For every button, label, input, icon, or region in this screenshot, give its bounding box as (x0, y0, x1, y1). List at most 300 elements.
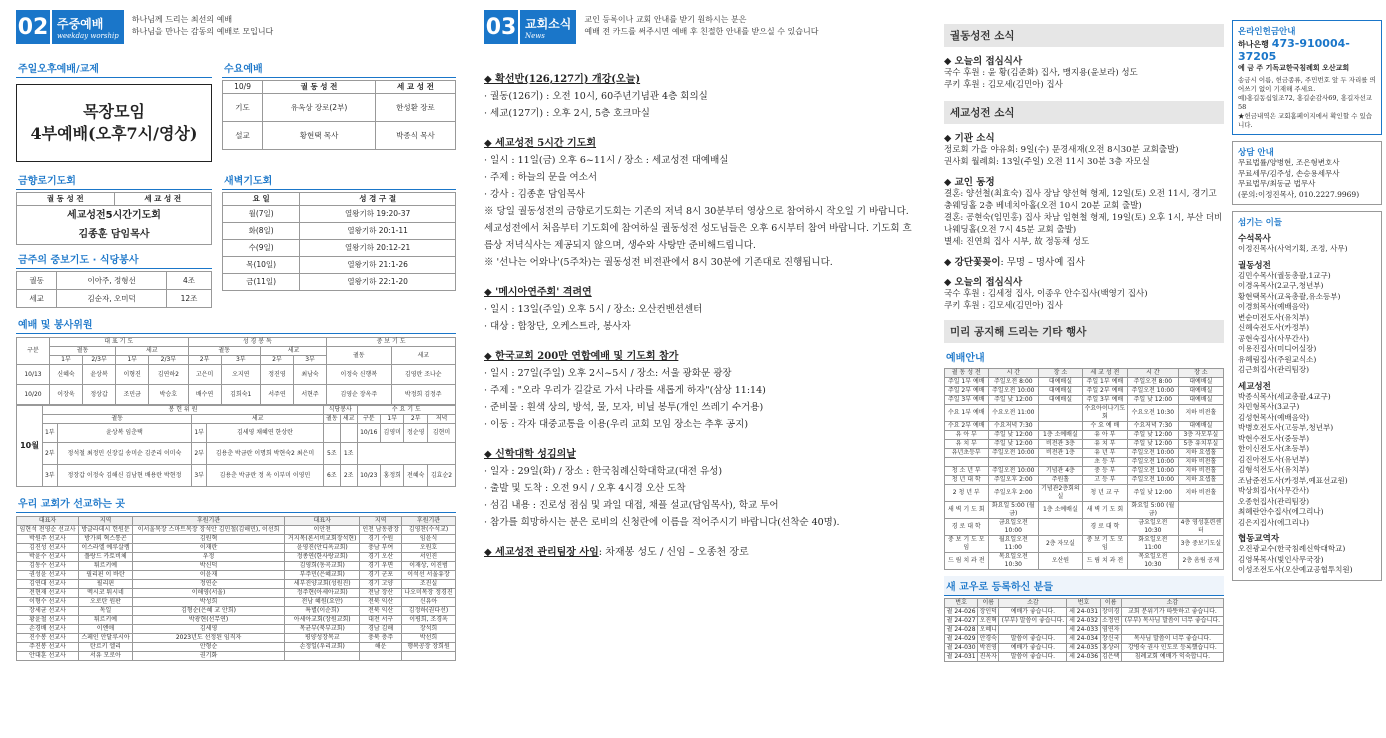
news-line: · 준비물 : 흰색 상의, 방석, 물, 모자, 비닐 봉투(개인 쓰레기 수거용) (484, 402, 764, 413)
worship-sub: 세교 (116, 347, 188, 356)
news-lines (484, 301, 916, 335)
worship-cell: 10/13 (17, 365, 50, 385)
dawn-table (222, 192, 456, 291)
staff-section-title: 세교성전 (1238, 381, 1271, 392)
guide-cell: 중 보 기 도 모 임 (945, 536, 989, 553)
dawn-verse: 열왕기하 19:20-37 (300, 206, 456, 223)
offering-sub: 궐동 (43, 415, 192, 424)
guide-cell: 유 아 부 (945, 431, 989, 440)
guide-cell: 유 년 부 (1082, 449, 1127, 458)
offering-cell: 1부 (43, 424, 58, 443)
guide-cell: 수요아이나기도회 (1082, 405, 1127, 422)
guide-cell: 주일오전 10:00 (1128, 458, 1179, 467)
registration-cell: (부부) 목사님 말씀이 너무 좋습니다. (1121, 617, 1223, 626)
guide-row (945, 422, 1224, 431)
registration-cell: 세 24-036 (1067, 653, 1100, 662)
partner-header: 후원기관 (402, 517, 456, 526)
guide-cell (1178, 502, 1223, 519)
guide-row (945, 502, 1224, 519)
partner-cell: 오원호 (402, 544, 456, 553)
partner-cell: 조진실 (402, 580, 456, 589)
dawn-verse: 열왕기하 20:1-11 (300, 223, 456, 240)
registration-cell: 세 24-033 (1067, 626, 1100, 635)
guide-cell: 주일 3부 예배 (1082, 396, 1127, 405)
worship-h: 성 경 봉 독 (188, 338, 327, 347)
partner-cell: 김정하(권다선) (402, 607, 456, 616)
partner-cell: 정종연(한사랑교회) (285, 553, 360, 562)
fri-line-1: 세교성전5시간기도회 (17, 206, 212, 226)
guide-cell: 대예배실 (1039, 387, 1083, 396)
guide-cell: 유 아 부 (1082, 431, 1127, 440)
guide-cell: 1층 소예배실 (1039, 502, 1083, 519)
worship-cell: 이정숙 신행복 (327, 365, 391, 385)
guide-cell: 화요일오전 11:00 (1128, 536, 1179, 553)
wed-title: 수요예배 (222, 58, 456, 78)
partner-cell: 해운 (360, 643, 402, 652)
partner-cell: 김진성 선교사 (17, 544, 79, 553)
partner-cell: 평양성장목교 (285, 634, 360, 643)
wed-cell: 유옥상 장로(2부) (263, 94, 376, 122)
guide-cell (1039, 422, 1083, 431)
offering-cell: 김용춘 박금란 정 옥 이부미 이영민 (206, 465, 323, 487)
partner-cell: 서인진 (402, 553, 456, 562)
partner-cell: 이스라엘 예루살렘 (79, 544, 133, 553)
header-desc-2: 하나님을 만나는 감동의 예배로 모입니다 (131, 27, 274, 36)
partner-cell (285, 652, 360, 661)
partner-cell: 박원주 선교사 (17, 535, 79, 544)
page-03-header (484, 0, 916, 54)
partner-row (17, 625, 456, 634)
registration-cell: 김은택 (1102, 653, 1120, 660)
partner-row (17, 562, 456, 571)
guide-cell (988, 458, 1039, 467)
partner-cell: 세부진양교회(성원진) (285, 580, 360, 589)
registration-cell: 궐 24-029 (945, 635, 978, 644)
worship-sub: 1부 (116, 356, 149, 365)
offering-cell: 정석철 최정민 신장길 송미순 김준리 이미숙 (57, 443, 192, 465)
church-news-column (944, 0, 1224, 738)
worship-cell: 배수연 (188, 385, 221, 405)
partner-cell: 거지목(론서비교회장석현) (285, 535, 360, 544)
guide-cell: 주일오전 10:00 (1128, 449, 1179, 458)
guide-cell: 수요오전 11:00 (988, 405, 1039, 422)
staff-section-title: 협동교역자 (1238, 534, 1280, 544)
guide-cell (1039, 405, 1083, 422)
partner-header: 대표자 (17, 517, 79, 526)
wed-cell: 박종식 목사 (375, 122, 455, 150)
registration-header: 소감 (1121, 599, 1223, 608)
guide-cell: 중 보 기 도 모 임 (1082, 536, 1127, 553)
guide-cell: 2층 자모실 (1039, 536, 1083, 553)
section-subtitle: News (525, 31, 545, 40)
worship-cell: 고은미 (188, 365, 221, 385)
guide-cell: 주일 낮 12:00 (988, 396, 1039, 405)
partner-header: 지역 (79, 517, 133, 526)
guide-cell: 주일오전 10:00 (988, 449, 1039, 458)
partner-cell: 김동수 선교사 (17, 562, 79, 571)
partner-cell: 임현석 전영순 선교사 (17, 526, 79, 535)
news-line: · 이동 : 각자 대중교통을 이용(우리 교회 모임 장소는 추후 공지) (484, 419, 749, 430)
staff-section-list: 이정진목사(사역기획, 조정, 사무) (1238, 244, 1348, 253)
registration-cell: 궐 24-030 (945, 644, 978, 653)
offering-cell: 10/23 (357, 465, 380, 487)
news-line: · 참가를 희망하시는 분은 로비의 신청란에 이름을 적어주시기 바랍니다(선착순 40명). (484, 517, 840, 528)
partner-cell: 경기 수원 (360, 535, 402, 544)
offering-sub: 구분 (357, 415, 380, 424)
registration-cell: 안경숙 (979, 635, 997, 642)
guide-cell: 드 림 치 과 전 (1082, 553, 1127, 570)
registration-cell: 장미경 (1102, 608, 1120, 615)
news-line: · 섬김 내용 : 진로성 점심 및 과일 대접, 채플 설교(담임목사), 학교 투어 (484, 500, 779, 511)
worship-title: 예배 및 봉사위원 (16, 314, 456, 334)
partner-cell: 김세영 (132, 625, 284, 634)
partner-cell: 경기 오산 (360, 553, 402, 562)
registration-cell: 궐 24-026 (945, 608, 978, 617)
guide-cell: 주일오후 2:00 (988, 476, 1039, 485)
sunday-box (16, 84, 212, 162)
registration-cell (999, 626, 1067, 635)
news-heading-text: ◆ 신학대학 성김의날 (484, 449, 576, 460)
news-line: · 강사 : 김종훈 담임목사 (484, 189, 585, 200)
partner-cell: 임윤식 (402, 535, 456, 544)
partner-cell: 인천 남동광장 (360, 526, 402, 535)
offering-cell: 김세영 채혜연 한상란 (206, 424, 323, 443)
item-text: 정로회 가을 야유회: 9일(수) 문경새재(오전 8시30분 교회출발) 권사회 월례회: 13일(주일) 오전 11시 30분 3층 자모실 (944, 145, 1179, 167)
staff-section-title: 궐동성전 (1238, 260, 1271, 271)
news-line: · 출발 및 도착 : 오전 9시 / 오후 4시경 오산 도착 (484, 483, 686, 494)
fri-title: 금향로기도회 (16, 170, 212, 190)
partner-cell: 안대훈 선교사 (17, 652, 79, 661)
partner-row (17, 616, 456, 625)
fri-h2: 세 교 성 전 (114, 193, 212, 206)
guide-row (945, 553, 1224, 570)
guide-cell: 지하 비전홀 (1178, 405, 1223, 422)
news-lines (484, 152, 916, 271)
partner-cell: 탄르키 엘리 (79, 643, 133, 652)
news-list (484, 54, 916, 561)
offering-sub: 세교 (340, 415, 357, 424)
worship-cell: 이형진 (116, 365, 149, 385)
partner-cell: 부주민(은혜교회) (285, 571, 360, 580)
offering-cell: 1조 (340, 443, 357, 465)
worship-sub: 2부 (188, 356, 221, 365)
news-heading (484, 72, 916, 88)
partner-cell: 김영찬(수석교) (402, 526, 456, 535)
header-desc-1: 교인 등록이나 교회 안내를 받기 원하시는 분은 (584, 15, 747, 24)
fri-h1: 궐 동 성 전 (17, 193, 115, 206)
news-line: ※ 당일 궐동성전의 금향로기도회는 기존의 저녁 8시 30분부터 영상으로 참여하시 작오일 기 바랍니다. 세교성전에서 처음부터 기도회에 참여하실 궐동성전 성도님들은 오후 6시부터 참여 바랍니다. 기도회 흐름상 저녁식사는 제공되지 않으며, 생수와 사탕만 준비해드립니다. (484, 206, 912, 251)
worship-sub: 3부 (221, 356, 260, 365)
registration-header: 번호 (1067, 599, 1100, 608)
dawn-day: 목(10일) (223, 257, 300, 274)
partner-cell: 멕시코 튀시네 (79, 589, 133, 598)
worship-cell: 김희숙1 (221, 385, 260, 405)
counsel-title: 상담 안내 (1238, 148, 1274, 158)
serve-cell: 궐동 (17, 272, 57, 290)
offering-cell: 김현미 (428, 424, 456, 443)
registration-row (945, 608, 1224, 617)
online-offering-desc: 송금시 이름, 헌금종류, 주민번호 앞 두 자리를 띄어쓰기 없이 기재해 주세요. 예)홍길동십일조72, 홍길순감사69, 홍길자선교58 ★헌금내역은 교회홈페이지에서 확인할 수 있습니다. (1238, 76, 1376, 129)
bank-name: 하나은행 (1238, 40, 1269, 49)
partner-cell: 충북 충주 (360, 634, 402, 643)
guide-row (945, 519, 1224, 536)
worship-cell: 서현주 (294, 385, 327, 405)
partner-cell: 충남 부여 (360, 544, 402, 553)
guide-cell: 주일오전 10:00 (1128, 467, 1179, 476)
wed-h2: 세 교 성 전 (375, 81, 455, 94)
guide-cell: 유년초등부 (945, 449, 989, 458)
worship-h: 구분 (17, 338, 50, 365)
guide-row (945, 387, 1224, 396)
guide-cell: 주일 낮 12:00 (988, 431, 1039, 440)
offering-cell: 정순영 (404, 424, 428, 443)
guide-cell: 주일오전 10:00 (988, 387, 1039, 396)
news-lines (484, 88, 916, 122)
partner-cell: 박선희 (402, 634, 456, 643)
s1-title: 궐동성전 소식 (944, 24, 1224, 47)
account-number: 473-910004-37205 (1238, 37, 1350, 63)
registration-row (945, 644, 1224, 653)
guide-cell: 주일오전 8:00 (1128, 378, 1179, 387)
fri-table (16, 192, 212, 245)
registration-cell: 홍상러 (1102, 644, 1120, 651)
worship-h: 대 표 기 도 (49, 338, 188, 347)
partner-cell: 진수봉 선교사 (17, 634, 79, 643)
partner-row (17, 544, 456, 553)
partner-cell: 경기 군포 (360, 571, 402, 580)
guide-cell: 주일 2부 예배 (945, 387, 989, 396)
offering-cell: 2부 (43, 443, 58, 465)
partner-cell: 박윤수 선교사 (17, 553, 79, 562)
guide-header: 세 교 성 전 (1082, 369, 1127, 378)
partner-cell: 주진봉 선교사 (17, 643, 79, 652)
worship-cell: 이장욱 (49, 385, 82, 405)
partner-header: 대표자 (285, 517, 360, 526)
offering-cell: 2조 (340, 465, 357, 487)
registration-cell: 말씀이 좋습니다. (999, 653, 1067, 662)
reg-table (944, 598, 1224, 662)
counsel-desc: 무료법률/양병현, 조은형변호사 무료세무/김주성, 손승용세무사 무료법무/최동균 법무사 (문의:이정진목사, 010.2227.9969) (1238, 158, 1360, 199)
worship-cell: 김영란 조나순 (391, 365, 456, 385)
guide-cell (1039, 458, 1083, 467)
partners-title: 우리 교회가 선교하는 곳 (16, 493, 456, 513)
serve-cell: 세교 (17, 290, 57, 308)
guide-cell: 청 년 대 학 (945, 476, 989, 485)
staff-section-list: 박종식목사(세교총괄,4교구) 차민형목사(3교구) 김성현목사(예배음악) 박병호전도사(고등부,청년부) 박현수전도사(중등부) 한이신전도사(초등부) 김진아전도사(유년부) 김형석전도사(유치부) 조남준전도사(카정부,예표선교원) 박상희집사(사무간사) 오종헌집사(관리팀장) 최혜란안수집사(에그리나) 김은지집사(에그리나) (1238, 391, 1348, 527)
section-subtitle: weekday worship (57, 31, 119, 40)
guide-cell: 초 등 부 (1082, 458, 1127, 467)
guide-cell: 수요저녁 7:30 (988, 422, 1039, 431)
guide-cell: 수요오전 10:30 (1128, 405, 1179, 422)
offering-cell: 5조 (323, 443, 340, 465)
registration-cell: 궐 24-031 (945, 653, 978, 662)
offering-cell: 김효순2 (428, 465, 456, 487)
guide-cell: 지하 비전홀 (1178, 467, 1223, 476)
guide-cell: 새 벽 기 도 회 (1082, 502, 1127, 519)
partner-cell: 이석선 서울유장 (402, 571, 456, 580)
sunday-line-1: 목장모임 (83, 102, 145, 121)
partner-row (17, 580, 456, 589)
partner-cell (402, 652, 456, 661)
offering-month: 10월 (17, 406, 43, 487)
item-heading-text: ◆ 교인 동정 (944, 177, 995, 188)
guide-row (945, 396, 1224, 405)
partner-row (17, 571, 456, 580)
news-line: ※ '선나는 어와나'(5주차)는 궐동성전 비전관에서 8시 30분에 기존대로 진행됩니다. (484, 257, 833, 268)
offering-cell: 전혜숙 (404, 465, 428, 487)
item-heading-text: ◆ 기관 소식 (944, 133, 995, 144)
guide-cell: 대예배실 (1039, 396, 1083, 405)
partner-cell: 정주현(아세아교회) (285, 589, 360, 598)
partner-row (17, 643, 456, 652)
guide-row (945, 440, 1224, 449)
guide-cell: 비전관 1층 (1039, 449, 1083, 458)
news-heading-text: ◆ 한국교회 200만 연합예배 및 기도회 참가 (484, 351, 679, 362)
wed-cell: 황현택 목사 (263, 122, 376, 150)
news-line: · 주제 : 하늘의 문을 여소서 (484, 172, 598, 183)
partner-cell: 대전 서구 (360, 616, 402, 625)
registration-cell: 예배가 좋습니다. (999, 644, 1067, 653)
news-heading-text: ◆ '메시아연주회' 격려연 (484, 287, 592, 298)
page-02-header (16, 0, 456, 54)
news-heading-text: ◆ 세교성전 5시간 기도회 (484, 138, 597, 149)
news-line: · 일시 : 13일(주일) 오후 5시 / 장소: 오산컨벤션센터 (484, 304, 703, 315)
partner-cell: 이재란 (132, 544, 284, 553)
partner-cell: 서유 모로아 (79, 652, 133, 661)
partner-cell: 경기 고양 (360, 580, 402, 589)
guide-header: 장 소 (1039, 369, 1083, 378)
serve-cell: 12조 (167, 290, 212, 308)
guide-cell: 오산원 (1039, 553, 1083, 570)
s2-items (944, 130, 1224, 312)
partner-cell: 튀르키예 (79, 616, 133, 625)
registration-cell: 박진영 (979, 644, 997, 651)
partner-cell: 전남 혜원(요안) (285, 598, 360, 607)
guide-cell: 화요일 5:00 (월금) (1128, 502, 1179, 519)
partner-header: 지역 (360, 517, 402, 526)
worship-sub: 궐동 (49, 347, 115, 356)
worship-sub: 세교 (391, 347, 456, 365)
partner-cell: 이안천 (285, 526, 360, 535)
partner-cell: 필리핀 (79, 580, 133, 589)
worship-cell: 조민금 (116, 385, 149, 405)
partner-cell: 장석희 (402, 625, 456, 634)
news-heading (484, 545, 916, 561)
partner-row (17, 535, 456, 544)
worship-cell: 윤상복 (83, 365, 116, 385)
guide-cell: 5층 유치부실 (1178, 440, 1223, 449)
header-desc-2: 예배 전 카드를 써주시면 예배 후 친절한 안내를 받으실 수 있습니다 (584, 27, 819, 36)
guide-cell: 기념관 4층 (1039, 467, 1083, 476)
worship-sub: 3부 (294, 356, 327, 365)
page-02 (16, 0, 456, 738)
registration-cell: 염연자 (1102, 626, 1120, 633)
news-inline-text: : 차재봉 성도 / 신임 – 오종천 장로 (598, 547, 749, 558)
guide-row (945, 378, 1224, 387)
partner-cell: 2023년도 선정된 임직자 (132, 634, 284, 643)
registration-cell: 세 24-032 (1067, 617, 1100, 626)
guide-cell: 유 치 부 (1082, 440, 1127, 449)
worship-cell: 신혜숙 (49, 365, 82, 385)
partner-cell: 정연순 (132, 580, 284, 589)
partner-cell: 독일 (79, 607, 133, 616)
sunday-line-2: 4부예배(오후7시/영상) (30, 124, 198, 143)
registration-cell: 세 24-035 (1067, 644, 1100, 653)
guide-header: 궐 동 성 전 (945, 369, 989, 378)
sunday-title: 주일오후예배/교제 (16, 58, 212, 78)
item-heading (944, 130, 1224, 144)
serve-cell: 4조 (167, 272, 212, 290)
serve-table (16, 271, 212, 308)
dawn-h2: 성 경 구 절 (300, 193, 456, 206)
guide-cell: 목요일오전 10:30 (988, 553, 1039, 570)
sidebar-column (1232, 0, 1382, 738)
worship-sub: 2부 (260, 356, 293, 365)
partner-cell: 손경배 선교사 (17, 625, 79, 634)
guide-row (945, 458, 1224, 467)
partner-cell: 이형수 선교사 (17, 598, 79, 607)
offering-cell: 3부 (192, 465, 207, 487)
guide-cell: 주일 낮 12:00 (1128, 440, 1179, 449)
staff-section-list: 오진광교수(한국침례신학대학교) 김영복목사(빛인사무국장) 이성조전도사(오산예교공협투치원) (1238, 544, 1353, 574)
wed-h1: 궐 동 성 전 (263, 81, 376, 94)
partner-cell: 목균부(북부교회) (285, 625, 360, 634)
partner-cell: 장세균 선교사 (17, 607, 79, 616)
partner-row (17, 589, 456, 598)
page-number: 03 (484, 10, 518, 44)
item-heading (944, 254, 1224, 268)
worship-sub: 2/3부 (83, 356, 116, 365)
guide-row (945, 476, 1224, 485)
partner-cell: 이엔애 (79, 625, 133, 634)
partner-cell (360, 652, 402, 661)
registration-cell: 교회 분위기가 따뜻하고 좋습니다. (1121, 608, 1223, 617)
registration-cell (1121, 626, 1223, 635)
guide-header: 장 소 (1178, 369, 1223, 378)
partner-cell: 특별(이순희) (285, 607, 360, 616)
partner-cell: 손정일(우리교회) (285, 643, 360, 652)
partner-cell: 이윤재 (132, 571, 284, 580)
guide-cell: 주일 낮 12:00 (988, 440, 1039, 449)
guide-cell: 주일 낮 12:00 (1128, 396, 1179, 405)
partner-row (17, 598, 456, 607)
item-heading-text: ◆ 오늘의 접심식사 (944, 277, 1023, 288)
offering-table (16, 405, 456, 487)
dawn-day: 월(7일) (223, 206, 300, 223)
guide-row (945, 405, 1224, 422)
guide-cell: 드 림 치 과 전 (945, 553, 989, 570)
guide-cell: 청 소 년 부 (945, 467, 989, 476)
partner-cell: 나오미목장 정경진 (402, 589, 456, 598)
registration-header: 이름 (1100, 599, 1121, 608)
item-text: 결혼: 양선철(최효숙) 집사 장남 양선혁 형제, 12일(토) 오전 11시, 경기고충웨딩홀 2층 베네치아홀(오전 10시 20분 교회 출발) 결혼: 공현숙(임민홍) 집사 차남 임현철 형제, 19일(토) 오후 1시, 부산 더비나웨딩홀(오전 7시 45분 교회 출발) 별세: 진연희 집사 시부, 故 정동채 성도 (944, 189, 1223, 247)
s3-title: 미리 공지해 드리는 기타 행사 (944, 320, 1224, 343)
serve-cell: 김순자, 오미덕 (57, 290, 167, 308)
guide-cell: 유 치 부 (945, 440, 989, 449)
offering-sub: 저녁 (428, 415, 456, 424)
registration-row (945, 653, 1224, 662)
offering-h: 식당봉사 (323, 406, 357, 415)
news-line: · 일시 : 11일(금) 오후 6~11시 / 장소 : 세교성전 대예배실 (484, 155, 729, 166)
partner-row (17, 526, 456, 535)
offering-cell: 1부 (192, 424, 207, 443)
guide-cell: 주일오전 8:00 (988, 378, 1039, 387)
registration-cell: 세 24-031 (1067, 608, 1100, 617)
registration-cell: (부부) 말씀이 좋습니다. (999, 617, 1067, 626)
page-03 (484, 0, 916, 738)
offering-cell: 김용춘 박금란 이명희 박현숙2 최은미 (206, 443, 323, 465)
guide-cell: 금요일오전 10:30 (1128, 519, 1179, 536)
